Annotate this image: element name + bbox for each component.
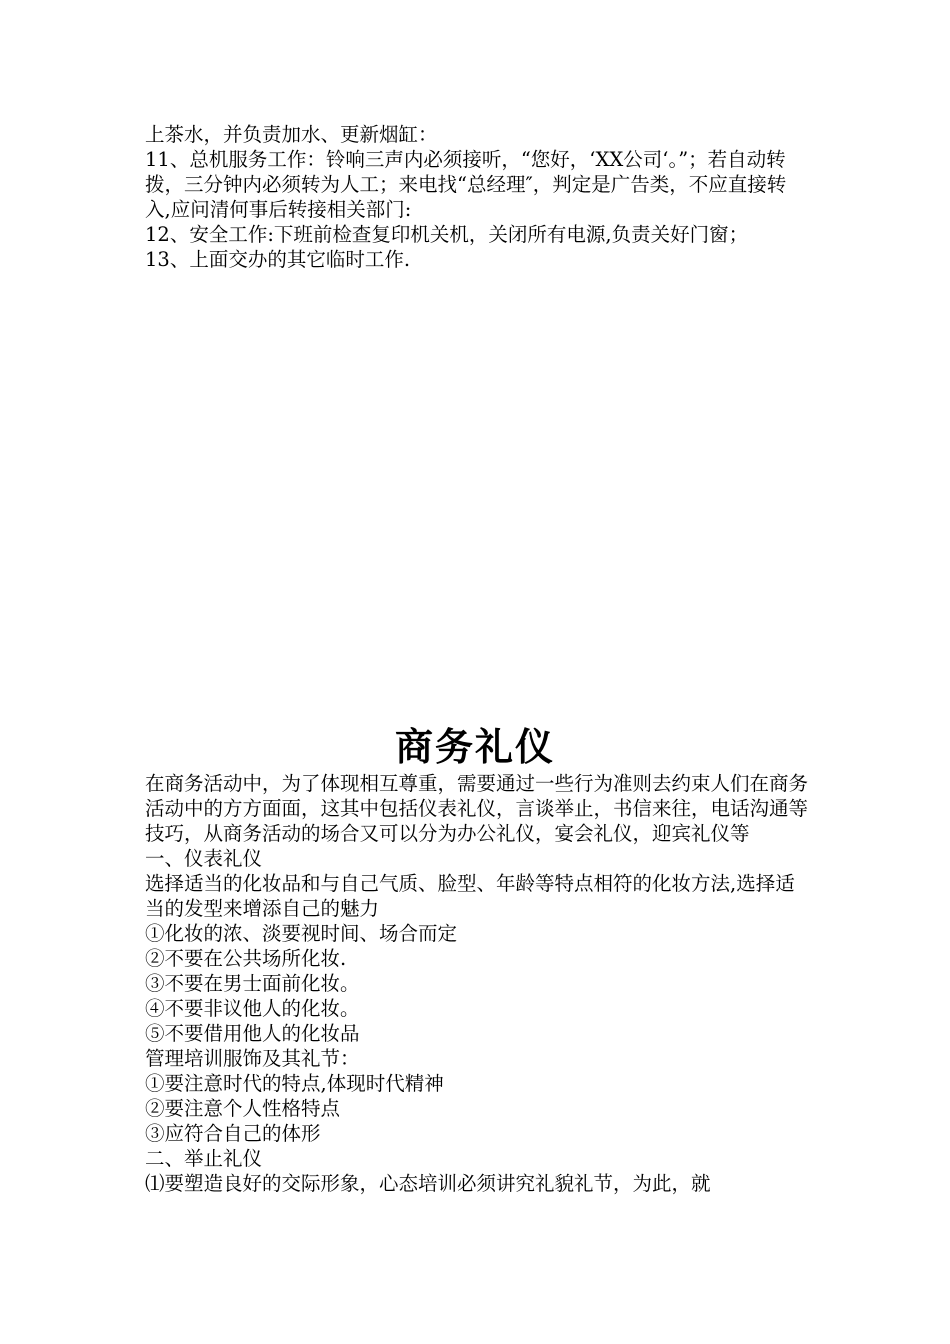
paragraph-makeup: 选择适当的化妆品和与自己气质、脸型、年龄等特点相符的化妆方法,选择适当的发型来增添自己的魅力 [145, 872, 795, 920]
paragraph-safety-duty: 12、安全工作:下班前检查复印机关机，关闭所有电源,负责关好门窗； [145, 223, 749, 246]
list-item: ②不要在公共场所化妆. [145, 947, 347, 970]
top-text-section [145, 122, 810, 272]
list-item: ①要注意时代的特点,体现时代精神 [145, 1072, 444, 1095]
list-item: ③不要在男士面前化妆。 [145, 972, 360, 995]
page-title: 商务礼仪 [394, 725, 555, 769]
section-heading-behavior: 二、举止礼仪 [145, 1147, 263, 1170]
paragraph-other-tasks: 13、上面交办的其它临时工作. [145, 248, 411, 271]
paragraph-tea-service: 上茶水，并负责加水、更新烟缸： [145, 123, 438, 146]
list-item: ①化妆的浓、淡要视时间、场合而定 [145, 922, 458, 945]
list-item: ③应符合自己的体形 [145, 1122, 321, 1145]
paragraph-switchboard-duty: 11、总机服务工作：铃响三声内必须接听，“您好，‘XX公司‘。”；若自动转拨，三分钟内必须转为人工；来电找“总经理″，判定是广告类，不应直接转入,应问清何事后转接相关部门: [145, 148, 787, 221]
intro-paragraph: 在商务活动中，为了体现相互尊重，需要通过一些行为准则去约束人们在商务活动中的方方面面，这其中包括仪表礼仪，言谈举止，书信来往，电话沟通等技巧，从商务活动的场合又可以分为办公礼仪，宴会礼仪，迎宾礼仪等 [145, 772, 809, 845]
subheading-attire: 管理培训服饰及其礼节： [145, 1047, 360, 1070]
paragraph-behavior: ⑴要塑造良好的交际形象，心态培训必须讲究礼貌礼节，为此，就 [145, 1172, 711, 1195]
list-item: ②要注意个人性格特点 [145, 1097, 341, 1120]
list-item: ④不要非议他人的化妆。 [145, 997, 360, 1020]
etiquette-text-section [145, 771, 810, 1196]
list-item: ⑤不要借用他人的化妆品 [145, 1022, 360, 1045]
section-heading-appearance: 一、仪表礼仪 [145, 847, 263, 870]
